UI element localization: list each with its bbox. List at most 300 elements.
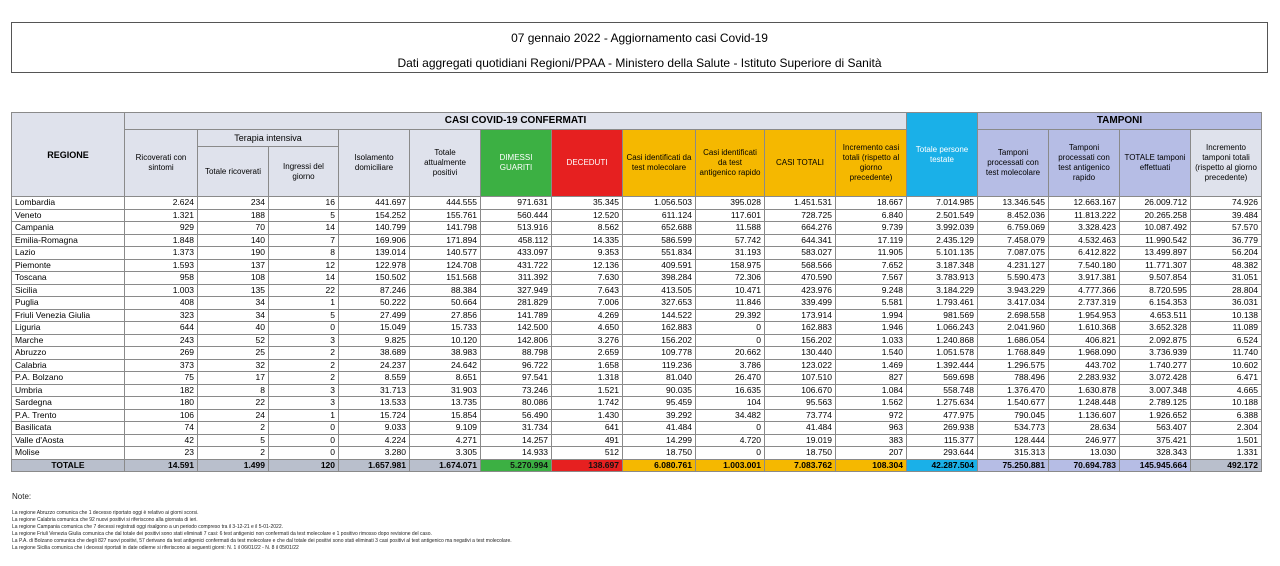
table-cell: 11.846 xyxy=(696,297,765,310)
table-cell: 1.994 xyxy=(836,309,907,322)
table-cell: 1.768.849 xyxy=(978,347,1049,360)
table-cell: 9.825 xyxy=(339,334,410,347)
col-casi-totali: CASI TOTALI xyxy=(765,130,836,197)
table-cell: 470.590 xyxy=(765,272,836,285)
table-cell: 1.051.578 xyxy=(907,347,978,360)
table-cell: 104 xyxy=(696,397,765,410)
table-cell: 3.652.328 xyxy=(1120,322,1191,335)
table-cell: 981.569 xyxy=(907,309,978,322)
table-cell: 97.541 xyxy=(481,372,552,385)
table-cell: 1.240.868 xyxy=(907,334,978,347)
table-cell: 115.377 xyxy=(907,434,978,447)
table-cell: 57.570 xyxy=(1191,222,1262,235)
region-name: Veneto xyxy=(12,209,125,222)
table-cell: 56.204 xyxy=(1191,247,1262,260)
table-cell: 409.591 xyxy=(623,259,696,272)
table-cell: 569.698 xyxy=(907,372,978,385)
col-dimessi-guariti: DIMESSI GUARITI xyxy=(481,130,552,197)
table-cell: 25 xyxy=(198,347,269,360)
table-cell: 1.331 xyxy=(1191,447,1262,460)
col-casi-antigenico: Casi identificati da test antigenico rapido xyxy=(696,130,765,197)
table-cell: 1.926.652 xyxy=(1120,409,1191,422)
table-cell: 27.856 xyxy=(410,309,481,322)
col-tamponi-molecolare: Tamponi processati con test molecolare xyxy=(978,130,1049,197)
table-cell: 0 xyxy=(269,447,339,460)
table-cell: 32 xyxy=(198,359,269,372)
table-cell: 6.412.822 xyxy=(1049,247,1120,260)
total-cell: 1.003.001 xyxy=(696,459,765,472)
table-cell: 4.231.127 xyxy=(978,259,1049,272)
table-cell: 6.524 xyxy=(1191,334,1262,347)
table-cell: 1.540 xyxy=(836,347,907,360)
table-row xyxy=(12,334,1262,347)
total-cell: 6.080.761 xyxy=(623,459,696,472)
table-cell: 3.328.423 xyxy=(1049,222,1120,235)
table-cell: 4.532.463 xyxy=(1049,234,1120,247)
table-cell: 1.540.677 xyxy=(978,397,1049,410)
table-cell: 9.353 xyxy=(552,247,623,260)
table-cell: 28.804 xyxy=(1191,284,1262,297)
table-cell: 2 xyxy=(269,359,339,372)
table-cell: 107.510 xyxy=(765,372,836,385)
table-cell: 140.799 xyxy=(339,222,410,235)
table-cell: 117.601 xyxy=(696,209,765,222)
region-name: Sicilia xyxy=(12,284,125,297)
table-cell: 56.490 xyxy=(481,409,552,422)
table-cell: 130.440 xyxy=(765,347,836,360)
table-cell: 190 xyxy=(198,247,269,260)
table-cell: 140 xyxy=(198,234,269,247)
group-tamponi: TAMPONI xyxy=(978,113,1262,130)
table-cell: 1.066.243 xyxy=(907,322,978,335)
table-cell: 1.501 xyxy=(1191,434,1262,447)
table-cell: 443.702 xyxy=(1049,359,1120,372)
table-cell: 586.599 xyxy=(623,234,696,247)
table-cell: 87.246 xyxy=(339,284,410,297)
total-cell: 70.694.783 xyxy=(1049,459,1120,472)
table-row xyxy=(12,272,1262,285)
table-cell: 88.384 xyxy=(410,284,481,297)
table-cell: 1.430 xyxy=(552,409,623,422)
table-cell: 652.688 xyxy=(623,222,696,235)
col-tamponi-antigenico: Tamponi processati con test antigenico rapido xyxy=(1049,130,1120,197)
table-cell: 36.031 xyxy=(1191,297,1262,310)
table-cell: 169.906 xyxy=(339,234,410,247)
table-cell: 1.296.575 xyxy=(978,359,1049,372)
table-cell: 5 xyxy=(269,309,339,322)
note-line: La regione Campania comunica che 7 decessi registrati oggi risalgono a un periodo compreso tra il 3-12-21 e il 5-01-2022. xyxy=(12,524,283,530)
table-cell: 4.653.511 xyxy=(1120,309,1191,322)
table-cell: 327.949 xyxy=(481,284,552,297)
table-cell: 958 xyxy=(125,272,198,285)
table-row xyxy=(12,434,1262,447)
table-cell: 558.748 xyxy=(907,384,978,397)
table-cell: 8.651 xyxy=(410,372,481,385)
table-cell: 16.635 xyxy=(696,384,765,397)
table-cell: 0 xyxy=(269,322,339,335)
table-cell: 9.739 xyxy=(836,222,907,235)
total-cell: 1.657.981 xyxy=(339,459,410,472)
table-cell: 11.588 xyxy=(696,222,765,235)
table-cell: 155.761 xyxy=(410,209,481,222)
table-cell: 144.522 xyxy=(623,309,696,322)
table-cell: 41.484 xyxy=(765,422,836,435)
table-cell: 3.917.381 xyxy=(1049,272,1120,285)
table-cell: 444.555 xyxy=(410,197,481,210)
table-cell: 1.136.607 xyxy=(1049,409,1120,422)
table-cell: 7.006 xyxy=(552,297,623,310)
table-cell: 1.003 xyxy=(125,284,198,297)
table-cell: 24.642 xyxy=(410,359,481,372)
table-cell: 40 xyxy=(198,322,269,335)
table-cell: 1.469 xyxy=(836,359,907,372)
table-cell: 2.283.932 xyxy=(1049,372,1120,385)
table-cell: 728.725 xyxy=(765,209,836,222)
table-cell: 15.733 xyxy=(410,322,481,335)
table-cell: 19.019 xyxy=(765,434,836,447)
table-cell: 31.903 xyxy=(410,384,481,397)
total-cell: 138.697 xyxy=(552,459,623,472)
table-row xyxy=(12,347,1262,360)
table-cell: 406.821 xyxy=(1049,334,1120,347)
table-cell: 7.652 xyxy=(836,259,907,272)
table-cell: 31.193 xyxy=(696,247,765,260)
table-cell: 551.834 xyxy=(623,247,696,260)
table-cell: 2.092.875 xyxy=(1120,334,1191,347)
table-cell: 644.341 xyxy=(765,234,836,247)
table-cell: 1.056.503 xyxy=(623,197,696,210)
table-cell: 3.943.229 xyxy=(978,284,1049,297)
notes-list xyxy=(12,510,1262,552)
table-cell: 41.484 xyxy=(623,422,696,435)
table-cell: 10.138 xyxy=(1191,309,1262,322)
table-cell: 311.392 xyxy=(481,272,552,285)
table-cell: 3.417.034 xyxy=(978,297,1049,310)
table-cell: 1.275.634 xyxy=(907,397,978,410)
region-name: Valle d'Aosta xyxy=(12,434,125,447)
table-cell: 8 xyxy=(198,384,269,397)
total-cell: 1.499 xyxy=(198,459,269,472)
table-cell: 15.724 xyxy=(339,409,410,422)
table-row xyxy=(12,197,1262,210)
col-ricoverati-sintomi: Ricoverati con sintomi xyxy=(125,130,198,197)
table-cell: 4.720 xyxy=(696,434,765,447)
table-cell: 3.187.348 xyxy=(907,259,978,272)
table-cell: 141.798 xyxy=(410,222,481,235)
region-name: Molise xyxy=(12,447,125,460)
table-cell: 1.630.878 xyxy=(1049,384,1120,397)
table-cell: 5 xyxy=(269,209,339,222)
note-line: La P.A. di Bolzano comunica che degli 827 nuovi positivi, 57 derivano da test antigenici confermati da test molecolare e che dal totale dei positivi sono stati eliminati 3 casi positivi al test antigenico ma negativi a test molecolare. xyxy=(12,538,512,544)
table-cell: 122.978 xyxy=(339,259,410,272)
total-cell: 7.083.762 xyxy=(765,459,836,472)
total-cell: 492.172 xyxy=(1191,459,1262,472)
table-cell: 158.975 xyxy=(696,259,765,272)
table-cell: 477.975 xyxy=(907,409,978,422)
table-cell: 513.916 xyxy=(481,222,552,235)
table-cell: 13.499.897 xyxy=(1120,247,1191,260)
table-cell: 11.740 xyxy=(1191,347,1262,360)
table-cell: 1.376.470 xyxy=(978,384,1049,397)
table-cell: 0 xyxy=(696,334,765,347)
table-cell: 14.933 xyxy=(481,447,552,460)
total-cell: 14.591 xyxy=(125,459,198,472)
table-cell: 512 xyxy=(552,447,623,460)
table-cell: 534.773 xyxy=(978,422,1049,435)
table-cell: 15.854 xyxy=(410,409,481,422)
table-cell: 26.009.712 xyxy=(1120,197,1191,210)
notes-title: Note: xyxy=(12,492,32,501)
table-cell: 2.304 xyxy=(1191,422,1262,435)
note-line: La regione Friuli Venezia Giulia comunica che dal totale dei positivi sono stati eliminati 7 casi: 6 test antigenici non confermati da test molecolare e 1 positivo rimosso dopo revisione del caso. xyxy=(12,531,432,537)
table-cell: 13.346.545 xyxy=(978,197,1049,210)
table-cell: 0 xyxy=(696,447,765,460)
total-cell: 5.270.994 xyxy=(481,459,552,472)
table-cell: 373 xyxy=(125,359,198,372)
region-name: Piemonte xyxy=(12,259,125,272)
table-cell: 13.533 xyxy=(339,397,410,410)
table-cell: 5.590.473 xyxy=(978,272,1049,285)
table-cell: 583.027 xyxy=(765,247,836,260)
table-cell: 188 xyxy=(198,209,269,222)
table-cell: 9.033 xyxy=(339,422,410,435)
region-name: Lazio xyxy=(12,247,125,260)
table-cell: 398.284 xyxy=(623,272,696,285)
table-cell: 3.276 xyxy=(552,334,623,347)
table-cell: 28.634 xyxy=(1049,422,1120,435)
report-subtitle: Dati aggregati quotidiani Regioni/PPAA - Ministero della Salute - Istituto Superiore di Sanità xyxy=(397,56,882,70)
table-cell: 788.496 xyxy=(978,372,1049,385)
col-deceduti: DECEDUTI xyxy=(552,130,623,197)
table-cell: 10.087.492 xyxy=(1120,222,1191,235)
table-cell: 162.883 xyxy=(623,322,696,335)
table-cell: 109.778 xyxy=(623,347,696,360)
table-cell: 14 xyxy=(269,272,339,285)
col-incremento-casi: Incremento casi totali (rispetto al giorno precedente) xyxy=(836,130,907,197)
table-cell: 10.602 xyxy=(1191,359,1262,372)
table-cell: 568.566 xyxy=(765,259,836,272)
table-cell: 1.562 xyxy=(836,397,907,410)
table-cell: 2.659 xyxy=(552,347,623,360)
table-cell: 0 xyxy=(696,322,765,335)
table-cell: 7.087.075 xyxy=(978,247,1049,260)
table-cell: 611.124 xyxy=(623,209,696,222)
table-cell: 96.722 xyxy=(481,359,552,372)
table-cell: 23 xyxy=(125,447,198,460)
table-cell: 5.101.135 xyxy=(907,247,978,260)
table-row xyxy=(12,247,1262,260)
table-cell: 3.992.039 xyxy=(907,222,978,235)
table-cell: 2.624 xyxy=(125,197,198,210)
table-cell: 1.968.090 xyxy=(1049,347,1120,360)
table-cell: 140.577 xyxy=(410,247,481,260)
table-row xyxy=(12,309,1262,322)
table-cell: 13.735 xyxy=(410,397,481,410)
table-cell: 11.771.307 xyxy=(1120,259,1191,272)
table-cell: 34.482 xyxy=(696,409,765,422)
table-cell: 162.883 xyxy=(765,322,836,335)
table-cell: 2.041.960 xyxy=(978,322,1049,335)
table-cell: 5.581 xyxy=(836,297,907,310)
table-cell: 1.373 xyxy=(125,247,198,260)
table-cell: 1.033 xyxy=(836,334,907,347)
table-cell: 563.407 xyxy=(1120,422,1191,435)
table-cell: 95.459 xyxy=(623,397,696,410)
table-cell: 293.644 xyxy=(907,447,978,460)
table-cell: 1.593 xyxy=(125,259,198,272)
total-cell: 42.287.504 xyxy=(907,459,978,472)
table-row xyxy=(12,322,1262,335)
table-cell: 1.793.461 xyxy=(907,297,978,310)
region-name: Calabria xyxy=(12,359,125,372)
table-cell: 22 xyxy=(198,397,269,410)
table-cell: 15.049 xyxy=(339,322,410,335)
table-cell: 12.663.167 xyxy=(1049,197,1120,210)
region-name: Emilia-Romagna xyxy=(12,234,125,247)
table-cell: 10.471 xyxy=(696,284,765,297)
col-casi-molecolare: Casi identificati da test molecolare xyxy=(623,130,696,197)
table-cell: 36.779 xyxy=(1191,234,1262,247)
table-cell: 173.914 xyxy=(765,309,836,322)
table-cell: 1.248.448 xyxy=(1049,397,1120,410)
table-row xyxy=(12,372,1262,385)
table-row xyxy=(12,284,1262,297)
table-cell: 42 xyxy=(125,434,198,447)
table-cell: 17.119 xyxy=(836,234,907,247)
total-cell: 1.674.071 xyxy=(410,459,481,472)
table-cell: 408 xyxy=(125,297,198,310)
region-name: Liguria xyxy=(12,322,125,335)
table-cell: 7.630 xyxy=(552,272,623,285)
covid-table xyxy=(11,112,1262,472)
table-cell: 12.520 xyxy=(552,209,623,222)
table-cell: 2.737.319 xyxy=(1049,297,1120,310)
table-cell: 8 xyxy=(269,247,339,260)
total-cell: 108.304 xyxy=(836,459,907,472)
table-cell: 2.501.549 xyxy=(907,209,978,222)
table-cell: 4.224 xyxy=(339,434,410,447)
table-cell: 2.698.558 xyxy=(978,309,1049,322)
region-name: P.A. Bolzano xyxy=(12,372,125,385)
table-cell: 95.563 xyxy=(765,397,836,410)
region-name: Toscana xyxy=(12,272,125,285)
table-cell: 13.030 xyxy=(1049,447,1120,460)
table-cell: 4.665 xyxy=(1191,384,1262,397)
table-cell: 141.789 xyxy=(481,309,552,322)
table-cell: 4.269 xyxy=(552,309,623,322)
table-cell: 3.305 xyxy=(410,447,481,460)
table-cell: 139.014 xyxy=(339,247,410,260)
table-cell: 8.720.595 xyxy=(1120,284,1191,297)
table-cell: 339.499 xyxy=(765,297,836,310)
col-totale-ricoverati: Totale ricoverati xyxy=(198,147,269,197)
table-cell: 3 xyxy=(269,384,339,397)
table-cell: 6.759.069 xyxy=(978,222,1049,235)
table-cell: 0 xyxy=(269,422,339,435)
table-cell: 31.734 xyxy=(481,422,552,435)
region-name: Umbria xyxy=(12,384,125,397)
region-name: Marche xyxy=(12,334,125,347)
table-cell: 2 xyxy=(269,347,339,360)
table-cell: 383 xyxy=(836,434,907,447)
table-cell: 80.086 xyxy=(481,397,552,410)
table-cell: 4.271 xyxy=(410,434,481,447)
table-cell: 9.248 xyxy=(836,284,907,297)
table-row xyxy=(12,297,1262,310)
table-cell: 827 xyxy=(836,372,907,385)
table-cell: 3.280 xyxy=(339,447,410,460)
table-cell: 5 xyxy=(198,434,269,447)
table-cell: 10.120 xyxy=(410,334,481,347)
table-cell: 1.451.531 xyxy=(765,197,836,210)
table-cell: 52 xyxy=(198,334,269,347)
table-cell: 156.202 xyxy=(623,334,696,347)
table-cell: 641 xyxy=(552,422,623,435)
col-attualmente-positivi: Totale attualmente positivi xyxy=(410,130,481,197)
col-totale-persone-testate: Totale persone testate xyxy=(907,113,978,197)
table-cell: 790.045 xyxy=(978,409,1049,422)
report-header xyxy=(11,22,1268,73)
table-cell: 491 xyxy=(552,434,623,447)
table-cell: 70 xyxy=(198,222,269,235)
region-name: Campania xyxy=(12,222,125,235)
group-terapia-intensiva: Terapia intensiva xyxy=(198,130,339,147)
note-line: La regione Abruzzo comunica che 1 decesso riportato oggi è relativo ai giorni scorsi. xyxy=(12,510,199,516)
table-cell: 6.388 xyxy=(1191,409,1262,422)
table-cell: 7.014.985 xyxy=(907,197,978,210)
table-cell: 281.829 xyxy=(481,297,552,310)
table-cell: 3 xyxy=(269,397,339,410)
table-cell: 74 xyxy=(125,422,198,435)
table-cell: 151.568 xyxy=(410,272,481,285)
table-cell: 644 xyxy=(125,322,198,335)
table-cell: 73.246 xyxy=(481,384,552,397)
table-cell: 1.658 xyxy=(552,359,623,372)
col-regione: REGIONE xyxy=(12,113,125,197)
table-cell: 972 xyxy=(836,409,907,422)
table-cell: 1.740.277 xyxy=(1120,359,1191,372)
table-cell: 375.421 xyxy=(1120,434,1191,447)
table-cell: 17 xyxy=(198,372,269,385)
table-cell: 24.237 xyxy=(339,359,410,372)
table-cell: 234 xyxy=(198,197,269,210)
table-cell: 10.188 xyxy=(1191,397,1262,410)
table-cell: 3.783.913 xyxy=(907,272,978,285)
table-cell: 2 xyxy=(269,372,339,385)
table-row xyxy=(12,447,1262,460)
notes-section xyxy=(12,493,1262,552)
table-cell: 31.051 xyxy=(1191,272,1262,285)
table-cell: 423.976 xyxy=(765,284,836,297)
table-cell: 39.292 xyxy=(623,409,696,422)
table-cell: 14.299 xyxy=(623,434,696,447)
table-cell: 207 xyxy=(836,447,907,460)
table-cell: 269.938 xyxy=(907,422,978,435)
table-cell: 11.990.542 xyxy=(1120,234,1191,247)
col-totale-tamponi: TOTALE tamponi effettuati xyxy=(1120,130,1191,197)
table-cell: 1.686.054 xyxy=(978,334,1049,347)
table-cell: 142.500 xyxy=(481,322,552,335)
total-cell: 145.945.664 xyxy=(1120,459,1191,472)
table-cell: 108 xyxy=(198,272,269,285)
table-cell: 2 xyxy=(198,447,269,460)
region-name: Puglia xyxy=(12,297,125,310)
region-name: Basilicata xyxy=(12,422,125,435)
table-cell: 14 xyxy=(269,222,339,235)
table-cell: 182 xyxy=(125,384,198,397)
table-cell: 34 xyxy=(198,309,269,322)
table-cell: 11.813.222 xyxy=(1049,209,1120,222)
